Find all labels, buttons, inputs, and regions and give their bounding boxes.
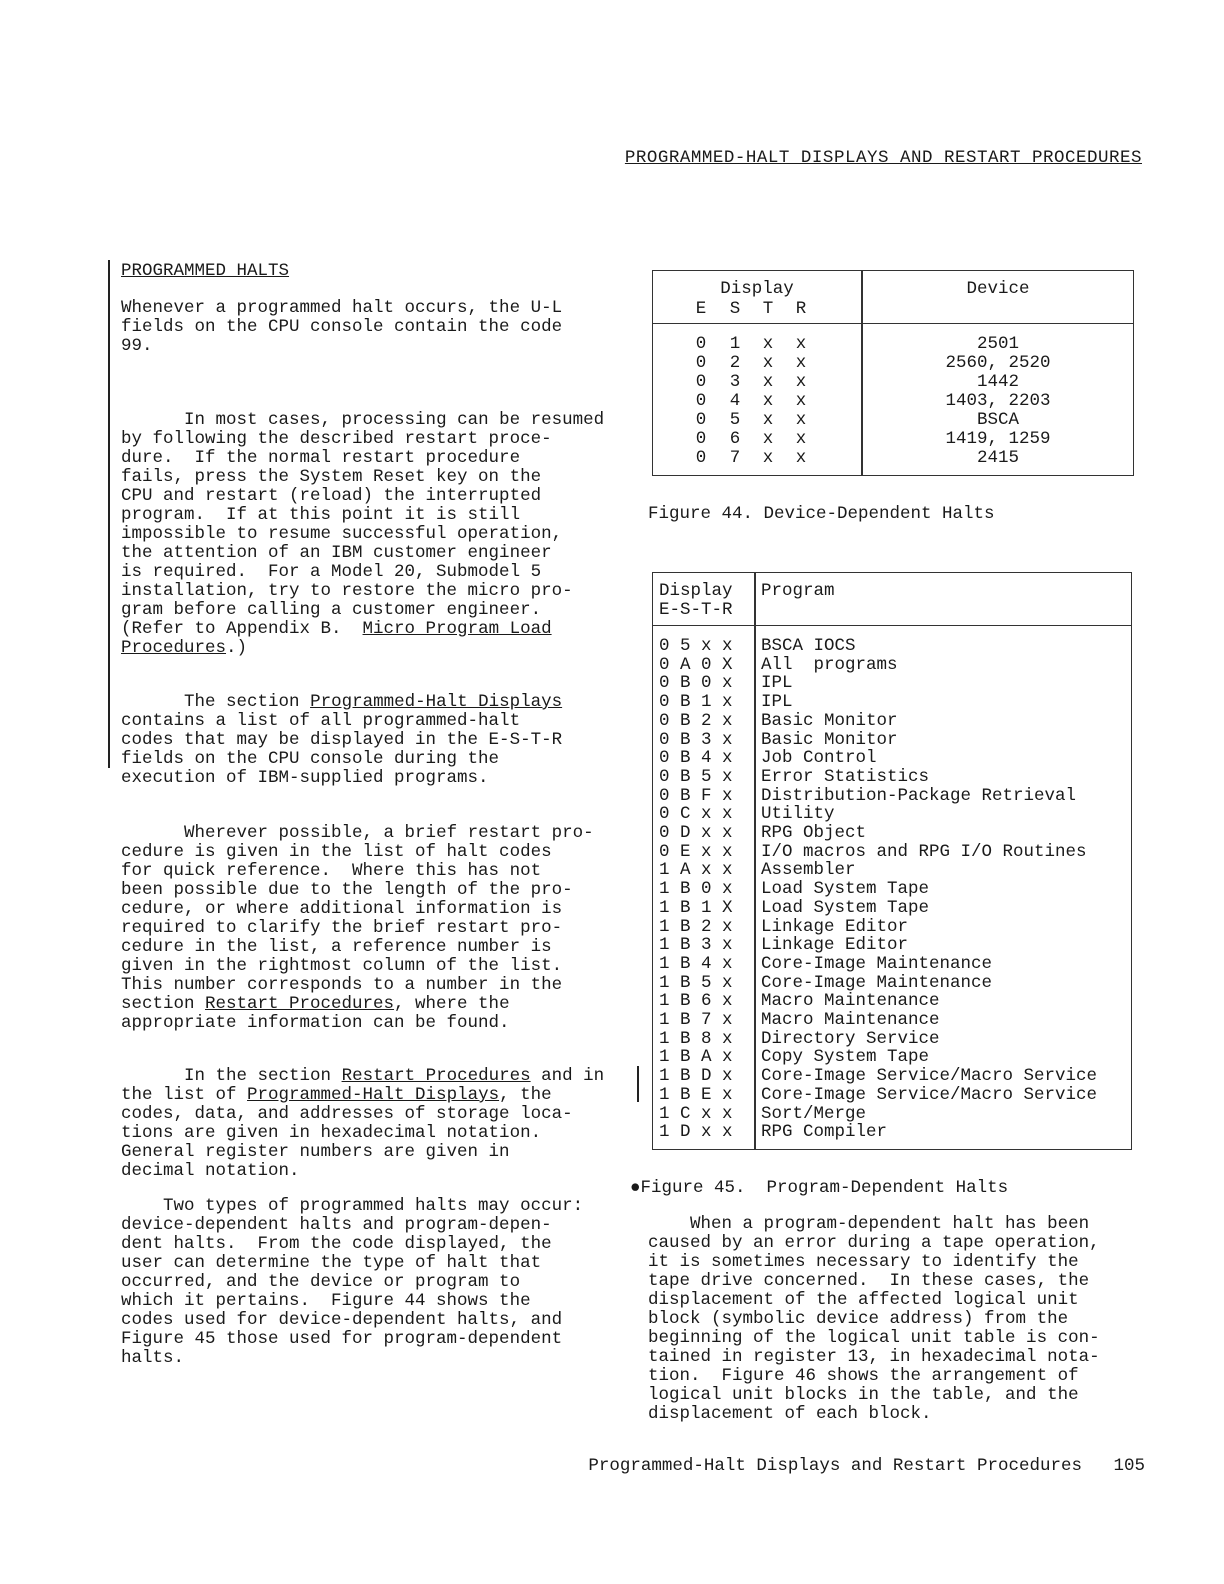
running-head: PROGRAMMED-HALT DISPLAYS AND RESTART PROCEDURES [624,148,1142,168]
table-row [653,448,1133,467]
cell-s: 4 [729,391,741,411]
figure-44-caption: Figure 44. Device-Dependent Halts [648,504,995,524]
table-row [653,804,1131,823]
table-row [653,391,1133,410]
cell-program: RPG Compiler [761,1122,888,1143]
cell-code: 0 A 0 X [659,654,733,675]
header-program: Program [761,581,835,601]
table-row [653,1066,1131,1085]
cell-code: 1 B D x [659,1066,733,1087]
refer-end: .) [226,638,248,658]
paragraph-4-end: appropriate information can be found. [121,1013,510,1033]
paragraph-1: Whenever a programmed halt occurs, the U-L fields on the CPU console contain the code 99. [121,298,563,356]
cell-e: 0 [695,448,707,468]
micro-program-load-link: Micro Program Load [362,619,552,639]
cell-device: 1442 [976,372,1019,392]
table-row [653,842,1131,861]
table-row [653,1122,1131,1141]
table-row [653,823,1131,842]
cell-program: IPL [761,692,793,713]
cell-program: Utility [761,804,835,825]
cell-code: 1 B 7 x [659,1010,733,1030]
cell-code: 1 B 6 x [659,991,733,1012]
cell-code: 0 B 4 x [659,748,733,769]
cell-device: 2501 [976,334,1019,354]
right-paragraph: When a program-dependent halt has been caused by an error during a tape operation, it is sometimes necessary to identify the tape drive concerned. In these cases, the displacement of the affected logical unit block (symbolic device address) from the beginning of the logical unit table is con- tained in register 13, in hexadecimal nota- tion. Figure 46 shows the arrangement of logical unit blocks in the table, and the displacement of each block. [648,1214,1100,1424]
cell-code: 1 B 8 x [659,1028,733,1049]
cell-code: 0 B F x [659,785,733,806]
cell-program: I/O macros and RPG I/O Routines [761,841,1087,862]
cell-device: 2560, 2520 [945,353,1051,373]
cell-program: Macro Maintenance [761,1010,940,1030]
header-device: Device [966,279,1030,299]
table-row [653,879,1131,898]
cell-code: 0 B 0 x [659,673,733,694]
paragraph-5 [121,1048,621,1181]
cell-code: 0 5 x x [659,636,733,656]
cell-device: 1403, 2203 [945,391,1051,411]
cell-code: 0 B 3 x [659,729,733,750]
table-row [653,748,1131,767]
procedures-link: Procedures [121,638,227,658]
cell-program: Directory Service [761,1028,940,1049]
cell-t: x [762,448,774,468]
cell-code: 1 B A x [659,1047,733,1068]
cell-code: 1 B 4 x [659,953,733,974]
cell-code: 1 D x x [659,1122,733,1143]
paragraph-5-line2: the list of [121,1085,248,1105]
cell-r: x [795,429,807,449]
cell-program: Basic Monitor [761,710,898,731]
table-row [653,429,1133,448]
cell-program: Error Statistics [761,766,930,787]
table-row [653,334,1133,353]
cell-t: x [762,353,774,373]
figure-45-caption [630,1178,1008,1198]
cell-code: 0 B 1 x [659,692,733,713]
cell-program: Core-Image Maintenance [761,972,993,993]
table-row [653,1047,1131,1066]
cell-r: x [795,353,807,373]
table-row [653,1085,1131,1104]
cell-code: 1 B E x [659,1084,733,1105]
cell-program: Core-Image Service/Macro Service [761,1066,1098,1087]
cell-t: x [762,372,774,392]
cell-program: Core-Image Maintenance [761,953,993,974]
figure-44-table [652,270,1134,476]
cell-t: x [762,429,774,449]
cell-s: 2 [729,353,741,373]
cell-code: 0 C x x [659,804,733,825]
cell-program: Linkage Editor [761,935,909,956]
section-title: PROGRAMMED HALTS [121,261,290,281]
cell-code: 1 B 5 x [659,972,733,993]
paragraph-3-intro: The section [142,692,300,712]
table-row [653,1104,1131,1123]
programmed-halt-displays-link: Programmed-Halt Displays [310,692,563,712]
cell-code: 1 B 0 x [659,879,733,900]
table-row [653,991,1131,1010]
cell-device: BSCA [976,410,1019,430]
cell-program: Assembler [761,860,856,881]
cell-program: Macro Maintenance [761,991,940,1012]
table-row [653,372,1133,391]
table-row [653,898,1131,917]
table-row [653,730,1131,749]
cell-s: 5 [729,410,741,430]
paragraph-3 [121,674,621,788]
cell-t: x [762,391,774,411]
header-display: Display [659,581,733,601]
cell-code: 0 B 2 x [659,710,733,731]
cell-program: Job Control [761,748,877,769]
cell-r: x [795,391,807,411]
cell-program: Copy System Tape [761,1047,930,1068]
paragraph-2 [121,392,621,658]
cell-e: 0 [695,429,707,449]
cell-program: Basic Monitor [761,729,898,750]
table-row [653,860,1131,879]
cell-code: 1 B 3 x [659,935,733,956]
programmed-halt-displays-link-2: Programmed-Halt Displays [247,1085,500,1105]
cell-code: 0 B 5 x [659,766,733,787]
cell-s: 3 [729,372,741,392]
figure-45-caption-text: Figure 45. Program-Dependent Halts [640,1178,1009,1198]
paragraph-5-intro: In the section [142,1066,332,1086]
paragraph-6: Two types of programmed halts may occur: device-dependent halts and program-depen- dent halts. From the code displayed, the user can determine the type of halt that occurred, and the device or program to which it pertains. Figure 44 shows the codes used for device-dependent halts, and Figure 45 those used for program-dependent halts. [121,1196,584,1368]
table-row [653,786,1131,805]
table-row [653,935,1131,954]
cell-code: 1 A x x [659,860,733,881]
cell-program: RPG Object [761,823,867,843]
table-row [653,353,1133,372]
table-row [653,1029,1131,1048]
header-s: S [729,299,741,319]
figure-45-header [653,573,1131,626]
table-row [653,636,1131,655]
paragraph-5-text: , the codes, data, and addresses of storage loca- tions are given in hexadecimal notation. General register numbers are given in decimal notation. [121,1085,573,1181]
restart-procedures-link-2: Restart Procedures [341,1066,531,1086]
cell-s: 6 [729,429,741,449]
change-bar [637,1066,639,1102]
cell-program: Load System Tape [761,879,930,900]
header-estr: E-S-T-R [659,600,733,620]
footer-title: Programmed-Halt Displays and Restart Procedures [588,1456,1082,1476]
cell-s: 7 [729,448,741,468]
page-footer [545,1456,1145,1476]
table-row [653,711,1131,730]
cell-e: 0 [695,391,707,411]
cell-program: Distribution-Package Retrieval [761,785,1077,806]
cell-program: BSCA IOCS [761,636,856,656]
cell-code: 1 B 2 x [659,916,733,937]
cell-e: 0 [695,334,707,354]
header-e: E [695,299,707,319]
cell-r: x [795,448,807,468]
refer-text: (Refer to Appendix B. [121,619,363,639]
cell-program: Linkage Editor [761,916,909,937]
cell-r: x [795,334,807,354]
table-row [653,1010,1131,1029]
cell-program: Core-Image Service/Macro Service [761,1084,1098,1105]
cell-code: 1 B 1 X [659,897,733,918]
table-row [653,410,1133,429]
page-number: 105 [1113,1456,1145,1476]
bullet-icon: ● [630,1178,641,1198]
cell-device: 2415 [976,448,1019,468]
cell-t: x [762,334,774,354]
cell-e: 0 [695,353,707,373]
cell-code: 0 D x x [659,823,733,843]
header-t: T [762,299,774,319]
paragraph-2-text: In most cases, processing can be resumed by following the described restart proce- dure. If the normal restart procedure fails, press the System Reset key on the CPU and restart (reload) the interrupted program. If at this point it is still impossible to resume successful operation, the attention of an IBM customer engineer is required. For a Model 20, Submodel 5 installation, try to restore the micro pro- gram before calling a customer engineer. [121,410,605,620]
cell-e: 0 [695,372,707,392]
change-bar [108,260,110,768]
table-row [653,917,1131,936]
cell-r: x [795,410,807,430]
cell-program: All programs [761,654,898,675]
table-row [653,673,1131,692]
cell-t: x [762,410,774,430]
header-r: R [795,299,807,319]
table-row [653,655,1131,674]
header-display: Display [720,279,794,299]
figure-45-table [652,572,1132,1150]
table-row [653,973,1131,992]
cell-code: 0 E x x [659,841,733,862]
cell-device: 1419, 1259 [945,429,1051,449]
figure-44-header [653,271,1133,324]
restart-procedures-link: Restart Procedures [205,994,395,1014]
cell-program: IPL [761,673,793,694]
paragraph-4-text: Wherever possible, a brief restart pro- cedure is given in the list of halt codes for quick reference. Where this has not been possible due to the length of the pro- cedure, or where additional information is required to clarify the brief restart pro- cedure in the list, a reference number is given in the rightmost column of the list. This number corresponds to a number in the [121,823,594,995]
cell-program: Sort/Merge [761,1103,867,1124]
cell-s: 1 [729,334,741,354]
paragraph-3-text: contains a list of all programmed-halt codes that may be displayed in the E-S-T-R fields on the CPU console during the execution of IBM-supplied programs. [121,711,563,788]
cell-program: Load System Tape [761,897,930,918]
paragraph-4-where: , where the [394,994,510,1014]
cell-r: x [795,372,807,392]
cell-e: 0 [695,410,707,430]
table-row [653,692,1131,711]
paragraph-5-mid: and in [530,1066,605,1086]
table-row [653,954,1131,973]
cell-code: 1 C x x [659,1103,733,1124]
paragraph-4 [121,805,621,1033]
paragraph-4-section: section [121,994,206,1014]
table-row [653,767,1131,786]
